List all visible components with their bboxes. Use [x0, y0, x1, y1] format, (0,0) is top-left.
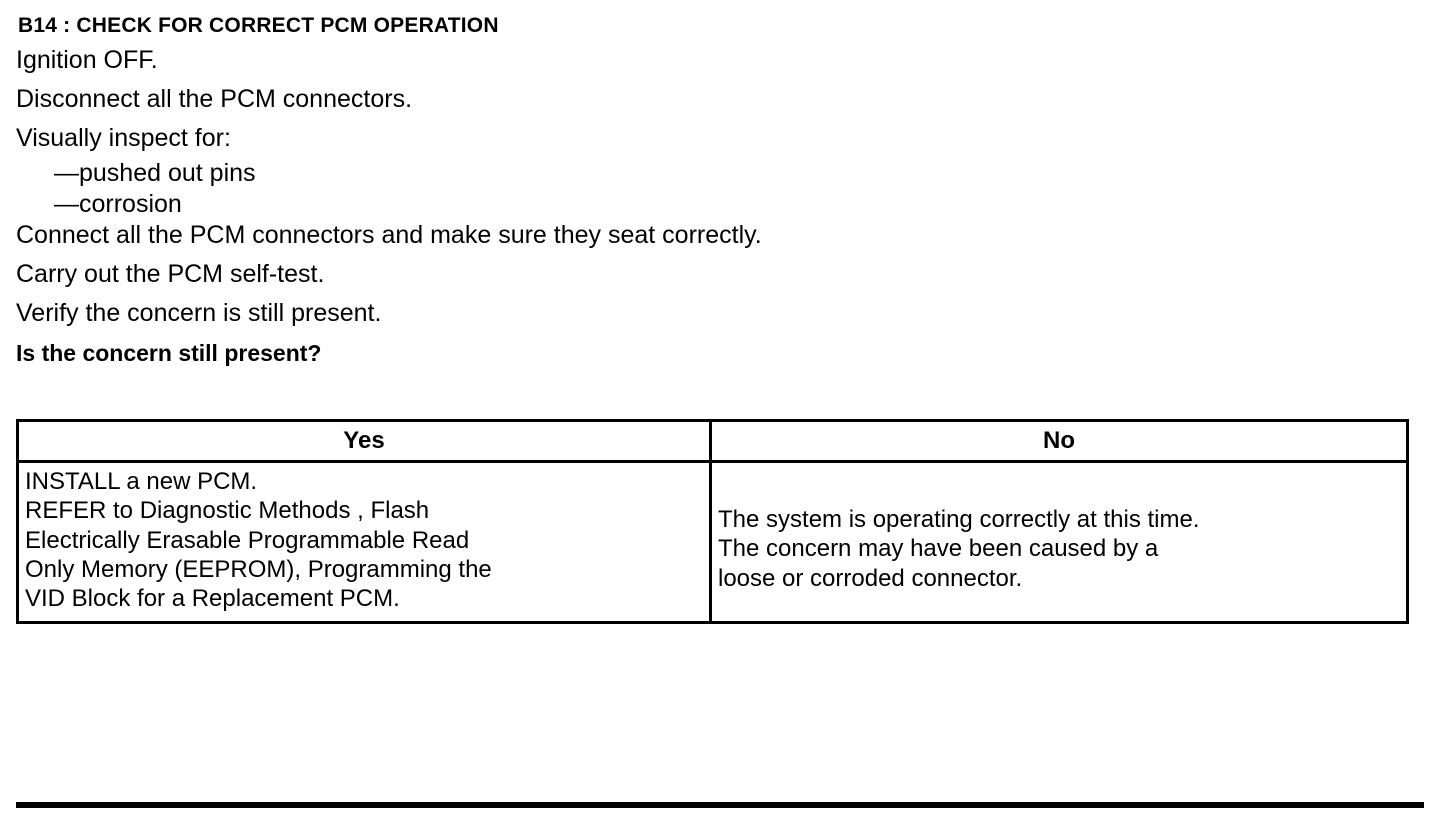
cell-line: REFER to Diagnostic Methods , Flash [25, 497, 430, 525]
cell-line: Electrically Erasable Programmable Read [25, 526, 470, 554]
column-header-no: No [711, 421, 1408, 462]
cell-line: INSTALL a new PCM. [25, 468, 258, 495]
step-line: Visually inspect for: [16, 124, 231, 152]
page-title: B14 : CHECK FOR CORRECT PCM OPERATION [18, 14, 499, 37]
cell-no-action [711, 462, 1408, 623]
table-row [18, 462, 1408, 623]
cell-line: Only Memory (EEPROM), Programming the [25, 555, 492, 583]
page-bottom-divider [16, 802, 1424, 808]
cell-line: VID Block for a Replacement PCM. [25, 585, 400, 613]
cell-line: The system is operating correctly at this time. [718, 506, 1200, 533]
decision-question: Is the concern still present? [16, 340, 322, 366]
step-line: Verify the concern is still present. [16, 299, 382, 327]
column-header-yes: Yes [18, 421, 711, 462]
cell-line: The concern may have been caused by a [718, 535, 1159, 563]
step-line: Connect all the PCM connectors and make sure they seat correctly. [16, 221, 762, 249]
cell-yes-action [18, 462, 711, 623]
step-line: Ignition OFF. [16, 46, 158, 74]
inspect-item: —pushed out pins [54, 159, 256, 187]
spacer [16, 367, 1424, 419]
decision-table [16, 419, 1409, 624]
cell-line: loose or corroded connector. [718, 564, 1023, 592]
inspect-item: —corrosion [54, 190, 182, 218]
table-header-row [18, 421, 1408, 462]
step-line: Disconnect all the PCM connectors. [16, 85, 413, 113]
step-line: Carry out the PCM self-test. [16, 260, 325, 288]
